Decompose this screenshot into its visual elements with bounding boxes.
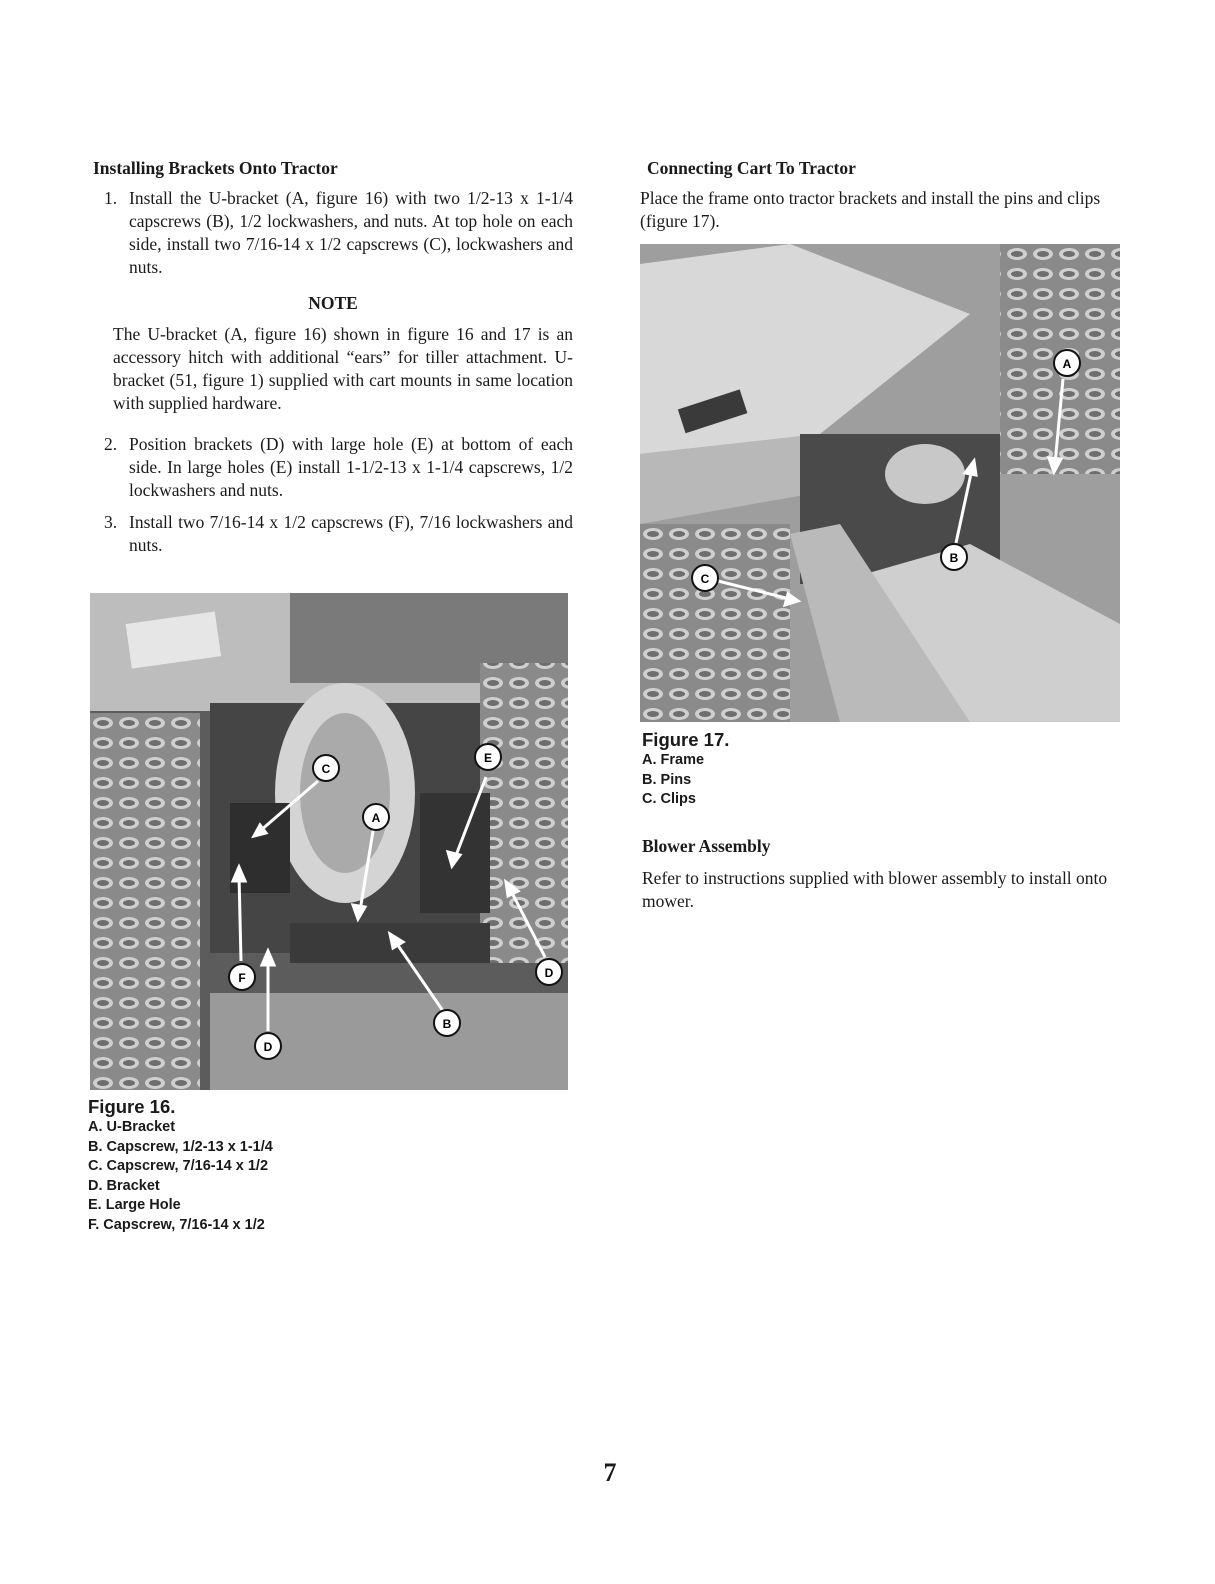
- step-item: [93, 433, 573, 502]
- callout-label: B: [442, 1017, 452, 1031]
- callout-label: D: [544, 966, 554, 980]
- figure17-title: Figure 17.: [642, 729, 730, 750]
- step-item: [93, 511, 573, 557]
- callout-label: C: [321, 762, 331, 776]
- legend-item: D. Bracket: [88, 1177, 160, 1194]
- legend-item: A. U-Bracket: [88, 1119, 176, 1135]
- callout-a: [363, 804, 389, 830]
- left-column: [93, 158, 573, 566]
- legend-item: E. Large Hole: [88, 1197, 181, 1214]
- note-heading: NOTE: [308, 293, 358, 313]
- figure17-legend: [642, 751, 1118, 810]
- callout-f: [229, 964, 255, 990]
- callout-label: A: [371, 811, 381, 825]
- figure17-photo: [640, 244, 1120, 722]
- section-heading-installing-brackets: Installing Brackets Onto Tractor: [93, 158, 338, 178]
- note-text: The U-bracket (A, figure 16) shown in figure 16 and 17 is an accessory hitch with additional “ears” for tiller attachment. U-bracket (51, figure 1) supplied with cart mounts in same location with supplied hardware.: [113, 324, 573, 413]
- step-text: Position brackets (D) with large hole (E) at bottom of each side. In large holes (E) install 1-1/2-13 x 1-1/4 capscrews, 1/2 lockwashers and nuts.: [129, 434, 573, 500]
- section-heading-connecting-cart: Connecting Cart To Tractor: [647, 158, 856, 178]
- legend-item: C. Capscrew, 7/16-14 x 1/2: [88, 1158, 269, 1175]
- blower-text: Refer to instructions supplied with blower assembly to install onto mower.: [642, 868, 1108, 911]
- steps-list-continued: [93, 433, 573, 557]
- callout-a: [1054, 350, 1080, 376]
- right-column: [640, 158, 1116, 233]
- callout-c: [692, 565, 718, 591]
- step-text: Install two 7/16-14 x 1/2 capscrews (F), 7/16 lockwashers and nuts.: [129, 512, 573, 555]
- figure16-illustration: [90, 593, 568, 1090]
- figure16-photo: [90, 593, 568, 1090]
- figure16-caption: [88, 1096, 488, 1236]
- callout-b: [941, 544, 967, 570]
- legend-item: B. Pins: [642, 771, 692, 788]
- figure16-legend: [88, 1118, 488, 1236]
- step-text: Install the U-bracket (A, figure 16) with two 1/2-13 x 1-1/4 capscrews (B), 1/2 lockwashers, and nuts. At top hole on each side, install two 7/16-14 x 1/2 capscrews (C), lockwashers and nuts.: [129, 188, 573, 277]
- page-number: 7: [603, 1458, 617, 1487]
- step-number: 3.: [104, 512, 118, 532]
- step-number: 1.: [104, 188, 118, 208]
- callout-c: [313, 755, 339, 781]
- legend-item: F. Capscrew, 7/16-14 x 1/2: [88, 1216, 265, 1233]
- figure16-title: Figure 16.: [88, 1096, 176, 1117]
- step-item: [93, 187, 573, 279]
- figure17-caption: [642, 729, 1118, 810]
- callout-label: C: [700, 572, 710, 586]
- connecting-cart-text: Place the frame onto tractor brackets and install the pins and clips (figure 17).: [640, 188, 1101, 231]
- callout-b: [434, 1010, 460, 1036]
- callout-d-left: [255, 1033, 281, 1059]
- section-heading-blower: Blower Assembly: [642, 836, 771, 856]
- blower-section: [642, 836, 1118, 913]
- callout-label: D: [263, 1040, 273, 1054]
- legend-item: C. Clips: [642, 791, 696, 808]
- callout-label: A: [1062, 357, 1072, 371]
- callout-d-right: [536, 959, 562, 985]
- callout-label: B: [949, 551, 959, 565]
- callout-e: [475, 744, 501, 770]
- legend-item: B. Capscrew, 1/2-13 x 1-1/4: [88, 1138, 273, 1155]
- step-number: 2.: [104, 434, 118, 454]
- callout-label: F: [238, 971, 246, 985]
- steps-list: [93, 187, 573, 279]
- legend-item: A. Frame: [642, 752, 705, 768]
- callout-label: E: [483, 751, 493, 765]
- figure17-illustration: [640, 244, 1120, 722]
